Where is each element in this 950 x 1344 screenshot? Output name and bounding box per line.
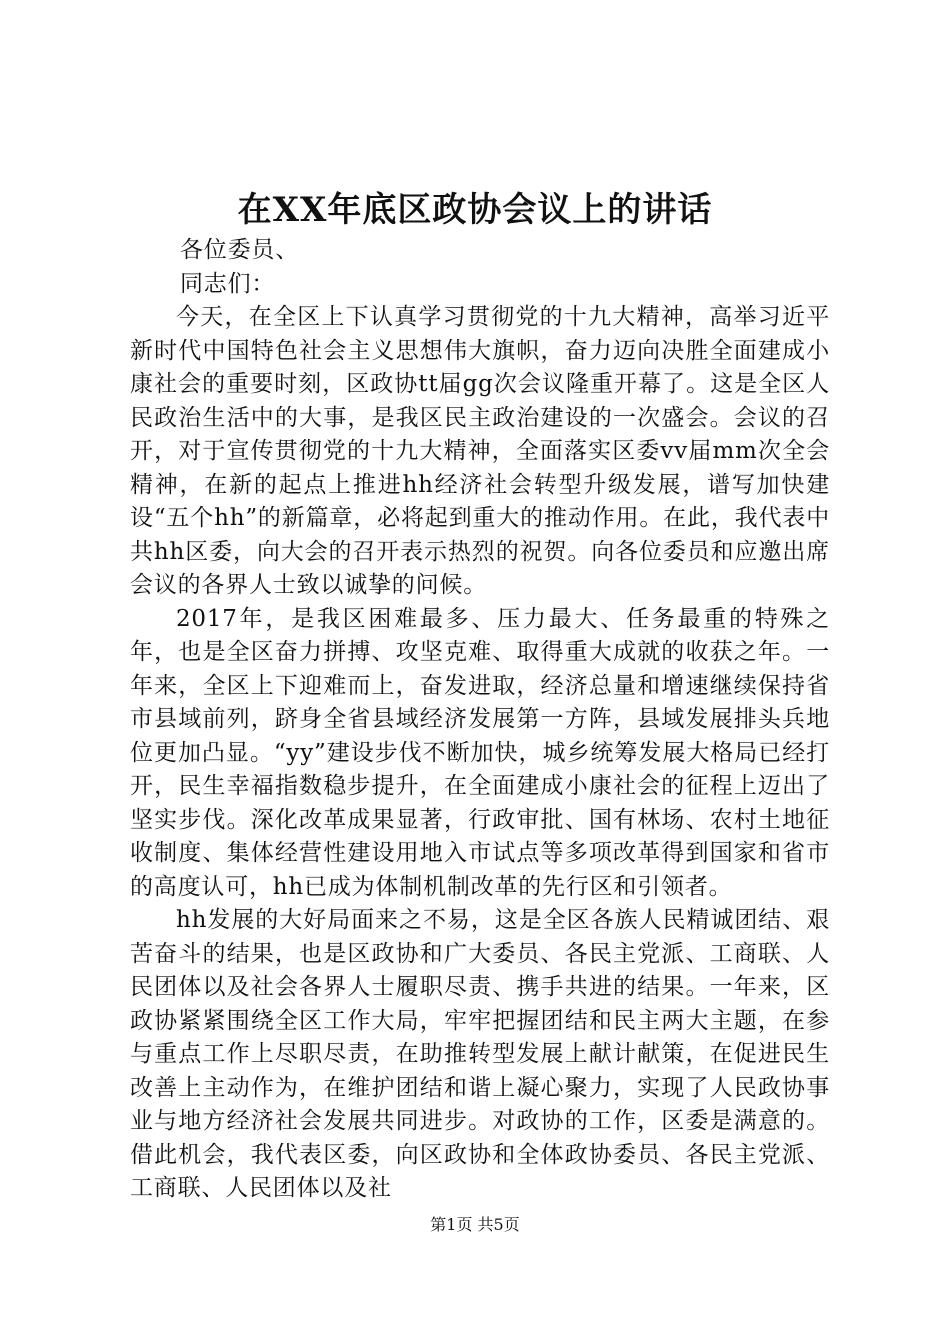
document-body bbox=[130, 234, 830, 1206]
body-paragraph: 2017年，是我区困难最多、压力最大、任务最重的特殊之年，也是全区奋力拼搏、攻坚克难、取得重大成就的收获之年。一年来，全区上下迎难而上，奋发进取，经济总量和增速继续保持省市县域前列，跻身全省县域经济发展第一方阵，县域发展排头兵地位更加凸显。“yy”建设步伐不断加快，城乡统筹发展大格局已经打开，民生幸福指数稳步提升，在全面建成小康社会的征程上迈出了坚实步伐。深化改革成果显著，行政审批、国有林场、农村土地征收制度、集体经营性建设用地入市试点等多项改革得到国家和省市的高度认可，hh已成为体制机制改革的先行区和引领者。 bbox=[130, 605, 830, 900]
page-footer: 第1页 共5页 bbox=[430, 1215, 520, 1234]
body-paragraph: hh发展的大好局面来之不易，这是全区各族人民精诚团结、艰苦奋斗的结果，也是区政协和广大委员、各民主党派、工商联、人民团体以及社会各界人士履职尽责、携手共进的结果。一年来，区政协紧紧围绕全区工作大局，牢牢把握团结和民主两大主题，在参与重点工作上尽职尽责，在助推转型发展上献计献策，在促进民生改善上主动作为，在维护团结和谐上凝心聚力，实现了人民政协事业与地方经济社会发展共同进步。对政协的工作，区委是满意的。借此机会，我代表区委，向区政协和全体政协委员、各民主党派、工商联、人民团体以及社 bbox=[130, 907, 830, 1201]
salutation-line: 各位委员、 bbox=[180, 237, 299, 263]
document-title: 在XX年底区政协会议上的讲话 bbox=[237, 190, 713, 230]
salutation-line: 同志们： bbox=[180, 270, 276, 297]
body-paragraph: 今天，在全区上下认真学习贯彻党的十九大精神，高举习近平新时代中国特色社会主义思想伟大旗帜，奋力迈向决胜全面建成小康社会的重要时刻，区政协tt届gg次会议隆重开幕了。这是全区人民政治生活中的大事，是我区民主政治建设的一次盛会。会议的召开，对于宣传贯彻党的十九大精神，全面落实区委vv届mm次全会精神，在新的起点上推进hh经济社会转型升级发展，谱写加快建设“五个hh”的新篇章，必将起到重大的推动作用。在此，我代表中共hh区委，向大会的召开表示热烈的祝贺。向各位委员和应邀出席会议的各界人士致以诚挚的问候。 bbox=[130, 304, 830, 598]
